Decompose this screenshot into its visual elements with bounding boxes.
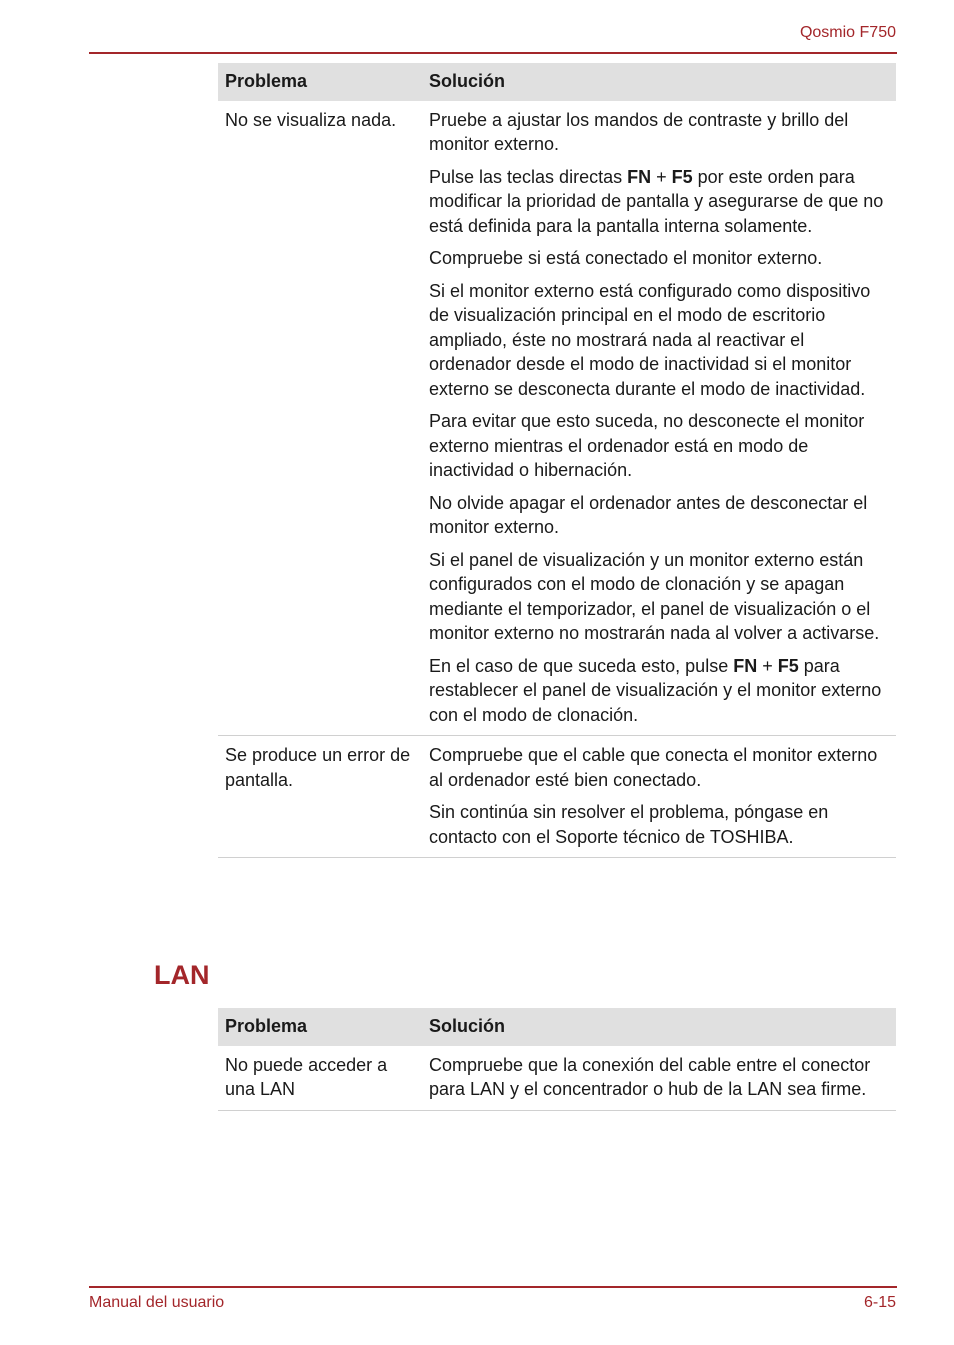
text-span: por este orden para modificar la prioridad de pantalla y asegurarse de que no está definida para la pantalla interna solamente. [429, 166, 884, 236]
solution-paragraph: Pruebe a ajustar los mandos de contraste y brillo del monitor externo. [429, 109, 849, 154]
solution-paragraph: Para evitar que esto suceda, no desconecte el monitor externo mientras el ordenador está en modo de inactividad o hibernación. [429, 411, 865, 480]
column-header-solution: Solución [422, 63, 896, 101]
solution-cell [422, 736, 896, 858]
solution-paragraph: Sin continúa sin resolver el problema, póngase en contacto con el Soporte técnico de TOSHIBA. [429, 802, 829, 847]
header-rule [89, 52, 897, 54]
troubleshooting-table-lan [218, 1008, 896, 1111]
table-row [218, 101, 896, 736]
column-header-problem: Problema [218, 63, 422, 101]
column-header-problem: Problema [218, 1008, 422, 1046]
solution-paragraph [429, 654, 889, 728]
problem-cell: Se produce un error de pantalla. [218, 736, 422, 858]
plus-sign: + [651, 166, 672, 187]
table-row [218, 1046, 896, 1111]
problem-cell: No se visualiza nada. [218, 101, 422, 736]
footer-manual-title: Manual del usuario [89, 1294, 225, 1311]
key-fn: FN [733, 655, 758, 676]
key-f5: F5 [671, 166, 693, 187]
solution-paragraph: Si el monitor externo está configurado como dispositivo de visualización principal en el modo de escritorio ampliado, éste no mostrará nada al reactivar el ordenador desde el modo de inactividad si el monitor externo se desconecta durante el modo de inactividad. [429, 280, 871, 399]
solution-paragraph: Compruebe si está conectado el monitor externo. [429, 248, 823, 268]
solution-paragraph: No olvide apagar el ordenador antes de desconectar el monitor externo. [429, 492, 868, 537]
solution-paragraph: Compruebe que la conexión del cable entre el conector para LAN y el concentrador o hub de la LAN sea firme. [429, 1054, 871, 1099]
troubleshooting-table-display [218, 63, 896, 858]
plus-sign: + [757, 655, 778, 676]
key-fn: FN [627, 166, 652, 187]
solution-paragraph: Si el panel de visualización y un monitor externo están configurados con el modo de clonación y se apagan mediante el temporizador, el panel de visualización o el monitor externo no mostrarán nada al volver a activarse. [429, 549, 880, 643]
text-span: para restablecer el panel de visualización y el monitor externo con el modo de clonación. [429, 655, 882, 725]
footer-rule [89, 1286, 897, 1288]
text-span: Pulse las teclas directas [429, 166, 628, 187]
table-header-row [218, 63, 896, 101]
solution-paragraph [429, 165, 889, 239]
column-header-solution: Solución [422, 1008, 896, 1046]
section-heading-lan: LAN [154, 960, 210, 990]
text-span: En el caso de que suceda esto, pulse [429, 655, 734, 676]
problem-cell: No puede acceder a una LAN [218, 1046, 422, 1111]
table-header-row [218, 1008, 896, 1046]
solution-cell [422, 101, 896, 736]
solution-paragraph: Compruebe que el cable que conecta el monitor externo al ordenador esté bien conectado. [429, 745, 878, 790]
header-title: Qosmio F750 [799, 24, 896, 41]
table-row [218, 736, 896, 858]
footer-page-number: 6-15 [863, 1294, 896, 1311]
solution-cell [422, 1046, 896, 1111]
key-f5: F5 [777, 655, 799, 676]
